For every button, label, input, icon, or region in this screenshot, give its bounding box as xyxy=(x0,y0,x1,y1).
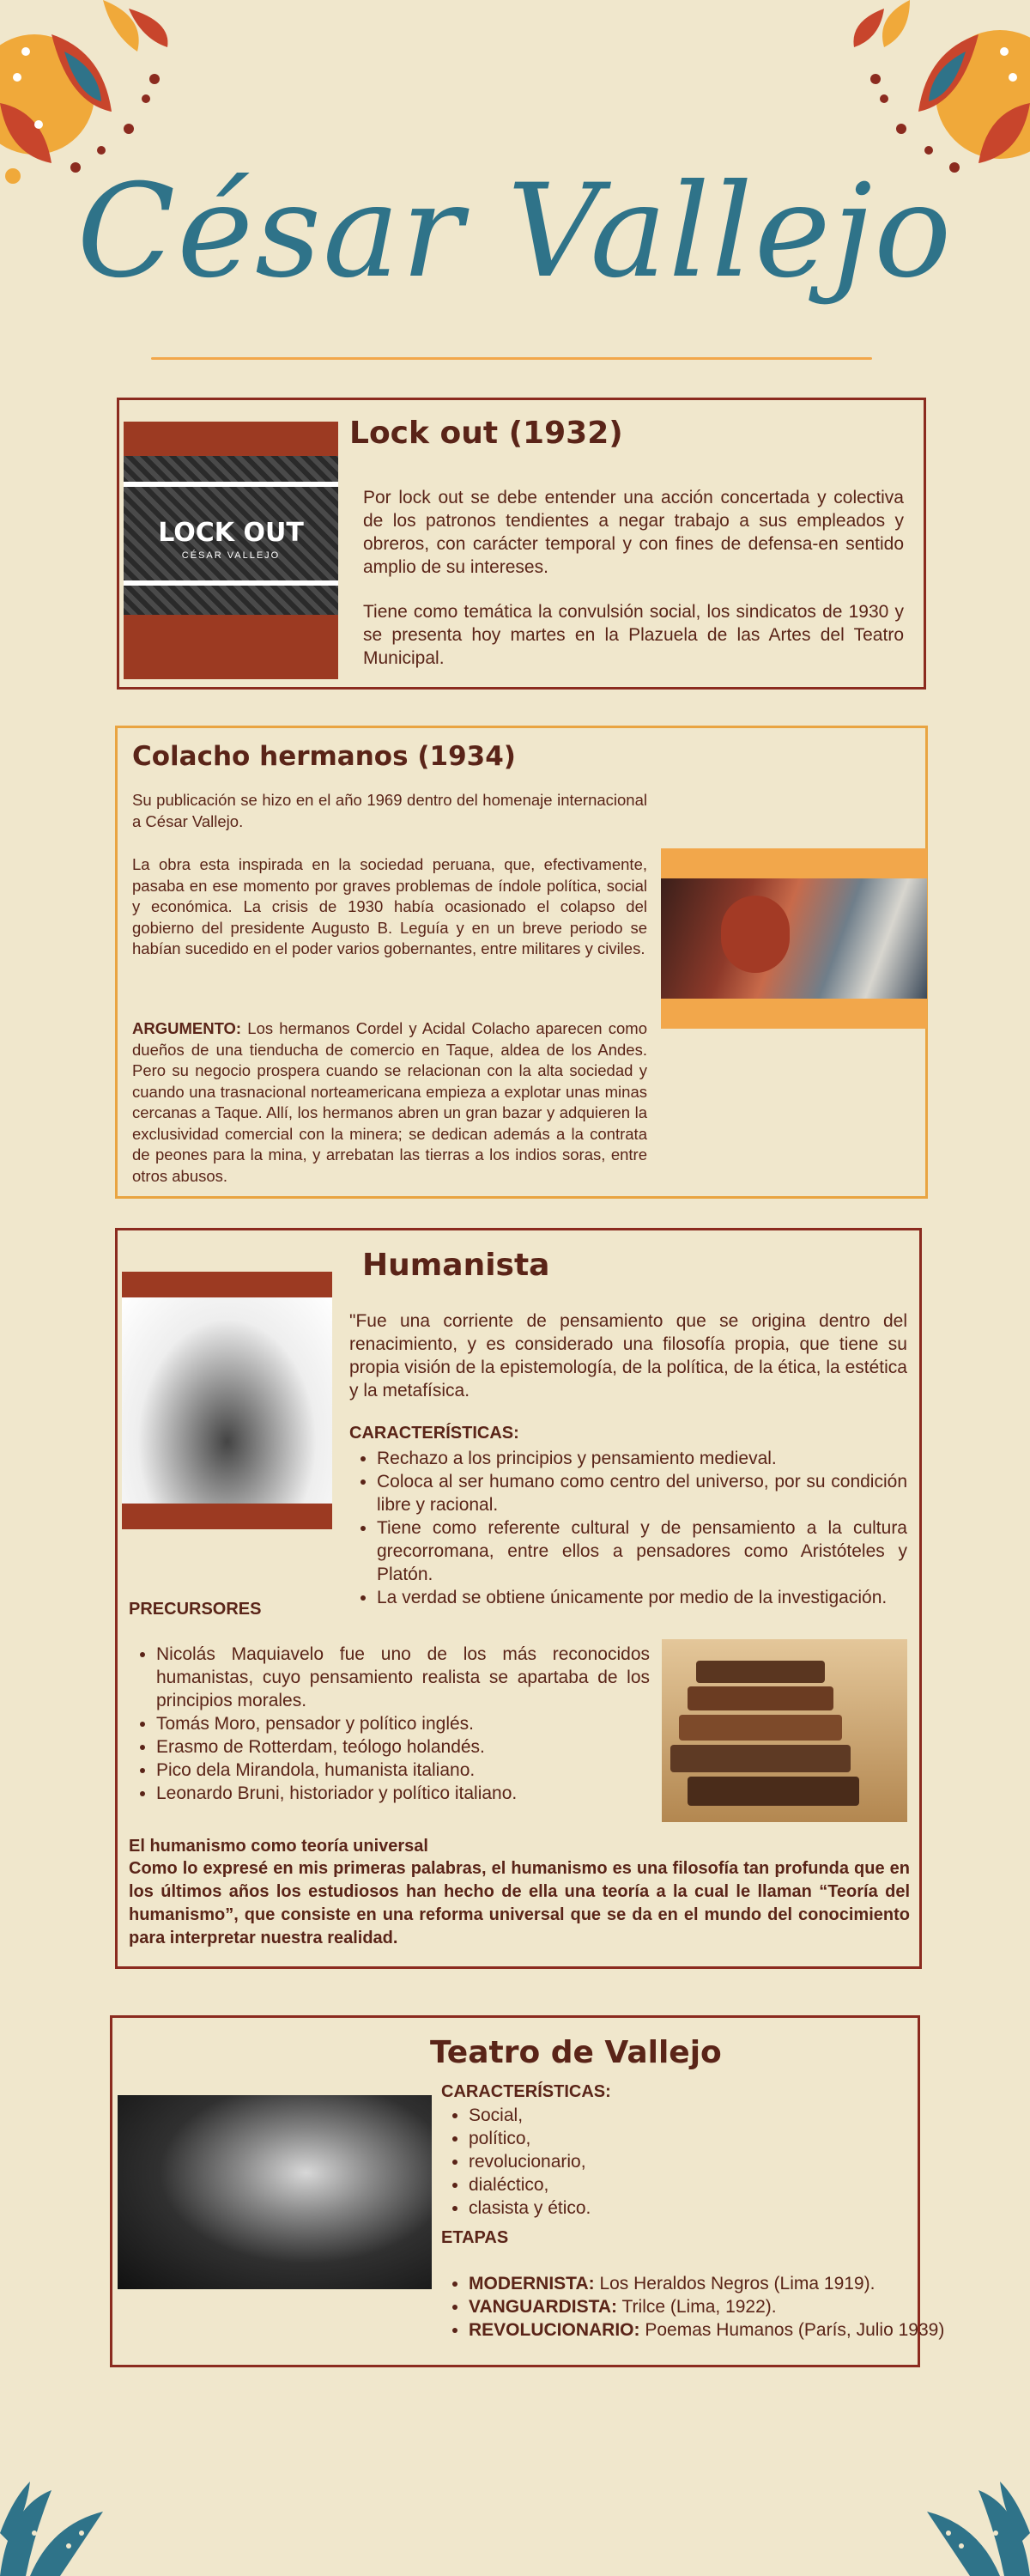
etapa-text: Poemas Humanos (París, Julio 1939) xyxy=(639,2320,945,2340)
etapa-name: REVOLUCIONARIO: xyxy=(469,2320,640,2340)
lockout-heading: Lock out (1932) xyxy=(349,416,623,451)
precursores-label: PRECURSORES xyxy=(129,1600,262,1619)
etapa-text: Los Heraldos Negros (Lima 1919). xyxy=(594,2274,876,2293)
page-title: César Vallejo xyxy=(76,157,954,307)
colacho-heading: Colacho hermanos (1934) xyxy=(132,741,516,772)
etapa-name: MODERNISTA: xyxy=(469,2274,595,2293)
list-item: • Tomás Moro, pensador y político inglés. xyxy=(156,1712,650,1735)
etapa-text: Trilce (Lima, 1922). xyxy=(617,2297,777,2317)
list-item: • clasista y ético. xyxy=(469,2196,726,2220)
teatro-etapas-list xyxy=(441,2272,949,2342)
card-lockout xyxy=(117,398,926,690)
ornament-bottom-left xyxy=(0,2473,112,2576)
teatro-caract-list xyxy=(441,2104,726,2220)
list-item: • político, xyxy=(469,2127,726,2150)
list-item: • Social, xyxy=(469,2104,726,2127)
list-item: • Nicolás Maquiavelo fue uno de los más reconocidos humanistas, cuyo pensamiento realista se apartaba de los principios morales. xyxy=(156,1643,650,1712)
colacho-mural-image xyxy=(661,848,927,1029)
humanista-quote: "Fue una corriente de pensamiento que se origina dentro del renacimiento, y es considerado una filosofía propia, que tiene su propia visión de la epistemología, de la política, de la ética, la estética y la metafísica. xyxy=(349,1311,907,1400)
card-colacho xyxy=(115,726,928,1199)
list-item: • dialéctico, xyxy=(469,2173,726,2196)
etapa-name: VANGUARDISTA: xyxy=(469,2297,618,2317)
argument-text: Los hermanos Cordel y Acidal Colacho aparecen como dueños de una tienducha de comercio en Taque, aldea de los Andes. Pero su negocio prospera cuando se relacionan con la alta sociedad y cuando una trasnacional norteamericana empieza a explotar unas minas cercanas a Taque. Allí, los hermanos abren un gran bazar y adquieren la exclusividad comercial con la minera; se dedican además a la contrata de peones para la mina, y arrebatan las tierras a los indios soras, entre otros abusos. xyxy=(132,1019,647,1185)
list-item: • Rechazo a los principios y pensamiento medieval. xyxy=(377,1447,907,1470)
list-item: • Erasmo de Rotterdam, teólogo holandés. xyxy=(156,1735,650,1759)
list-item: • La verdad se obtiene únicamente por medio de la investigación. xyxy=(377,1586,907,1609)
teatro-photo xyxy=(118,2095,432,2289)
list-item xyxy=(469,2295,949,2318)
colacho-paragraph-2: La obra esta inspirada en la sociedad peruana, que, efectivamente, pasaba en ese momento por graves problemas de índole política, social y económica. La crisis de 1930 había ocasionado el colapso del gobierno del presidente Augusto B. Leguía y en un breve periodo se habían sucedido en el poder varios gobernantes, entre militares y civiles. xyxy=(132,855,647,957)
list-item xyxy=(469,2272,949,2295)
colacho-paragraph-1: Su publicación se hizo en el año 1969 dentro del homenaje internacional a César Vallejo. xyxy=(132,791,647,830)
books-image xyxy=(662,1639,907,1822)
book-author: CÉSAR VALLEJO xyxy=(181,550,281,561)
colacho-argument xyxy=(132,1018,647,1187)
teatro-etapas-label: ETAPAS xyxy=(441,2228,509,2247)
book-title: LOCK OUT xyxy=(158,518,304,548)
lockout-paragraph-1: Por lock out se debe entender una acción concertada y colectiva de los patronos tendientes a negar trabajo a sus empleados y obreros, con carácter temporal y con fines de defensa-en sentido amplio de su intereses. xyxy=(363,488,904,577)
argument-label: ARGUMENTO: xyxy=(132,1019,242,1037)
teatro-caract-label: CARACTERÍSTICAS: xyxy=(441,2082,611,2101)
teatro-heading: Teatro de Vallejo xyxy=(430,2035,722,2070)
list-item: • revolucionario, xyxy=(469,2150,726,2173)
humanista-caract-label: CARACTERÍSTICAS: xyxy=(349,1424,519,1443)
humanista-caract-list xyxy=(349,1447,907,1609)
card-humanista xyxy=(115,1228,922,1969)
lockout-book-cover xyxy=(124,422,338,679)
humanista-engraving-image xyxy=(122,1272,332,1529)
list-item xyxy=(469,2318,949,2342)
title-divider xyxy=(151,357,872,360)
universal-label: El humanismo como teoría universal xyxy=(129,1837,428,1856)
list-item: • Leonardo Bruni, historiador y político italiano. xyxy=(156,1782,650,1805)
lockout-paragraph-2: Tiene como temática la convulsión social, los sindicatos de 1930 y se presenta hoy martes en la Plazuela de las Artes del Teatro Municipal. xyxy=(363,602,904,668)
precursores-list xyxy=(129,1643,650,1805)
list-item: • Tiene como referente cultural y de pensamiento a la cultura grecorromana, entre ellos a pensadores como Aristóteles y Platón. xyxy=(377,1516,907,1586)
card-teatro xyxy=(110,2015,945,2367)
ornament-bottom-right xyxy=(918,2473,1030,2576)
universal-text: Como lo expresé en mis primeras palabras, el humanismo es una filosofía tan profunda que en los últimos años los estudiosos han hecho de ella una teoría a la cual le llaman “Teoría del humanismo”, que consiste en una reforma universal que se da en el mundo del conocimiento para interpretar nuestra realidad. xyxy=(129,1859,910,1947)
list-item: • Coloca al ser humano como centro del universo, por su condición libre y racional. xyxy=(377,1470,907,1516)
humanista-heading: Humanista xyxy=(362,1248,550,1283)
list-item: • Pico dela Mirandola, humanista italiano. xyxy=(156,1759,650,1782)
